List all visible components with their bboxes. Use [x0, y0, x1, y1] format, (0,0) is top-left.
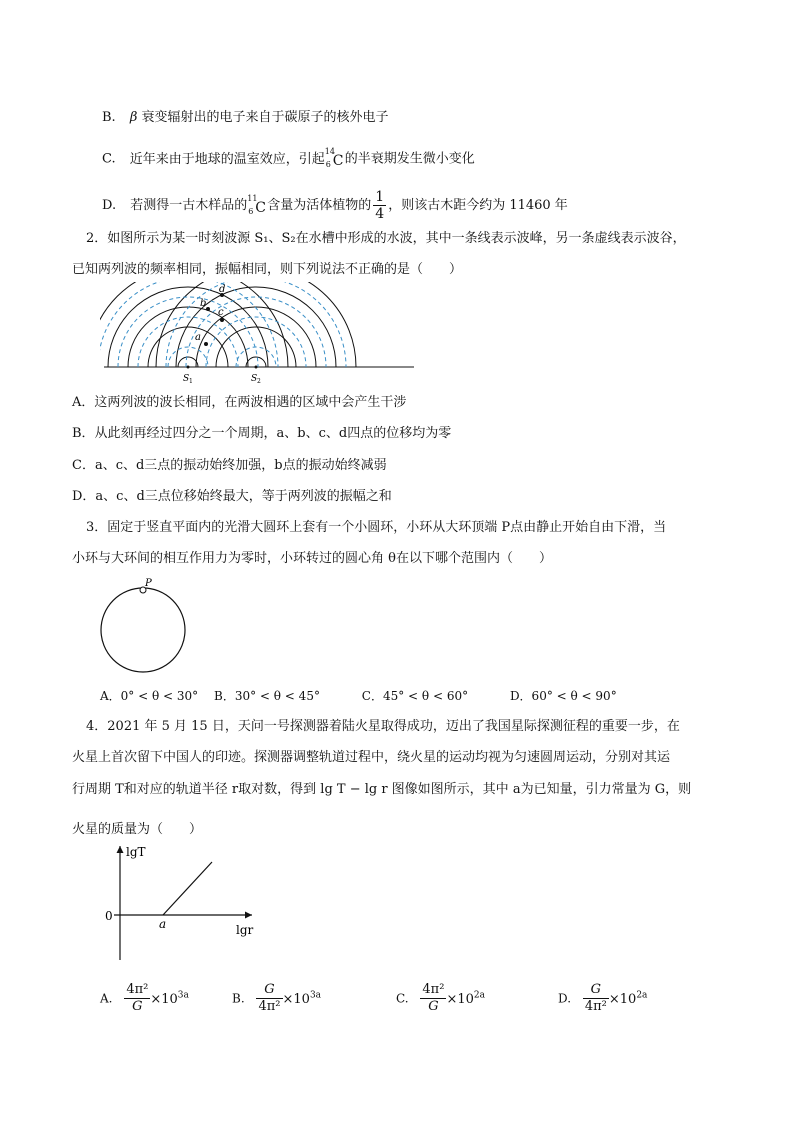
s1-label: S — [183, 374, 190, 384]
q2-stem-line2: 已知两列波的频率相同，振幅相同，则下列说法不正确的是（ ） — [72, 262, 463, 277]
option-label: B. — [232, 991, 245, 1006]
fraction: $\frac{\text{4π²}}{G}$ — [126, 982, 149, 1014]
q4-stem-line4: 火星的质量为（ ） — [72, 822, 203, 837]
q3-option-d: D．60° < θ < 90° — [509, 689, 617, 703]
q2-option-b: B．从此刻再经过四分之一个周期，a、b、c、d四点的位移均为零 — [72, 426, 452, 441]
option-text-post: ，则该古木距今约为 11460 年 — [388, 198, 568, 213]
q1-option-c — [102, 149, 475, 170]
option-text-post: 的半衰期发生微小变化 — [344, 151, 475, 167]
q3-option-c: C．45° < θ < 60° — [361, 689, 469, 703]
q3-stem-line1: 3．固定于竖直平面内的光滑大圆环上套有一个小圆环，小环从大环顶端 P点由静止开始自由下滑，当 — [86, 520, 667, 535]
q2-option-d: D．a、c、d三点位移始终最大，等于两列波的振幅之和 — [72, 489, 392, 504]
option-text: 衰变辐射出的电子来自于碳原子的核外电子 — [141, 110, 389, 125]
q4-option-d — [558, 982, 647, 1015]
isotope-carbon-14: 14 6 C — [324, 147, 344, 169]
s1-crest-big — [100, 282, 288, 367]
option-text-mid: 含量为活体植物的 — [267, 198, 372, 213]
q3-stem-line2: 小环与大环间的相互作用力为零时，小环转过的圆心角 θ在以下哪个范围内（ ） — [72, 551, 552, 566]
s1-sub: 1 — [189, 378, 193, 385]
isotope-carbon-11: 11 6 C — [247, 193, 266, 216]
fraction: $\frac{\text{4π²}}{G}$ — [422, 982, 445, 1014]
q3-option-b: B．30° < θ < 45° — [214, 689, 320, 703]
q2-option-c: C．a、c、d三点的振动始终加强，b点的振动始终减弱 — [72, 458, 387, 473]
q1-option-b — [102, 108, 389, 128]
s2-label: S — [251, 374, 258, 384]
option-label: C. — [102, 151, 116, 167]
origin-label: 0 — [105, 909, 113, 923]
s1-trough-4 — [100, 282, 278, 367]
q4-stem-line1: 4．2021 年 5 月 15 日，天问一号探测器着陆火星取得成功，迈出了我国星际探测征程的重要一步，在 — [86, 719, 680, 734]
point-d-label: d — [219, 284, 226, 295]
option-text-pre: 近年来由于地球的温室效应，引起 — [129, 151, 325, 167]
option-text-pre: 若测得一古木样品的 — [130, 198, 248, 213]
option-label: D. — [558, 991, 572, 1006]
point-b-dot — [206, 307, 210, 311]
q3-options — [100, 686, 617, 706]
beta-symbol: β — [129, 110, 138, 125]
point-b-label: b — [200, 298, 207, 309]
q3-option-a: A．0° < θ < 30° — [100, 689, 199, 703]
fraction: $\frac{G}{\text{4π²}}$ — [584, 982, 607, 1014]
power-of-ten: $\times 10^{3a}$ — [282, 990, 322, 1007]
option-label: B. — [102, 110, 116, 125]
point-c-dot — [220, 318, 224, 322]
fraction-one-quarter: $\frac{1}{4}$ — [375, 189, 385, 222]
s1-dot — [187, 366, 190, 369]
q4-option-b — [232, 982, 321, 1015]
point-a-label: a — [195, 332, 201, 343]
wave-interference-diagram — [100, 282, 420, 392]
q2-stem-line1: 2．如图所示为某一时刻波源 S₁、S₂在水槽中形成的水波，其中一条线表示波峰，另一条虚线表示波谷， — [86, 231, 686, 246]
option-label: C. — [396, 991, 409, 1006]
lgT-lgr-graph — [100, 842, 280, 964]
big-ring — [101, 588, 185, 672]
point-a-dot — [204, 342, 208, 346]
q4-option-c — [396, 982, 485, 1015]
point-a-label: a — [159, 917, 167, 931]
option-label: A. — [100, 991, 113, 1006]
point-c-label: c — [218, 307, 224, 318]
option-label: D. — [102, 198, 117, 213]
ring-diagram — [96, 574, 196, 680]
x-axis-label: lgr — [236, 923, 254, 937]
q4-option-a — [100, 982, 189, 1015]
q2-option-a: A．这两列波的波长相同，在两波相遇的区域中会产生干涉 — [72, 395, 407, 410]
q4-stem-line2: 火星上首次留下中国人的印迹。探测器调整轨道过程中，绕火星的运动均视为匀速圆周运动，分别对其运 — [72, 750, 671, 765]
power-of-ten: $\times 10^{3a}$ — [150, 990, 189, 1007]
data-line — [163, 862, 212, 915]
s2-sub: 2 — [257, 378, 261, 385]
q1-option-d — [102, 189, 568, 222]
fraction: $\frac{G}{\text{4π²}}$ — [258, 982, 281, 1014]
power-of-ten: $\times 10^{2a}$ — [446, 990, 485, 1007]
y-axis-label: lgT — [126, 845, 146, 859]
point-p-label: P — [145, 578, 152, 589]
power-of-ten: $\times 10^{2a}$ — [608, 990, 648, 1007]
q4-stem-line3: 行周期 T和对应的轨道半径 r取对数，得到 lg T − lg r 图像如图所示，其中 a为已知量，引力常量为 G，则 — [72, 782, 692, 797]
s2-dot — [255, 366, 258, 369]
